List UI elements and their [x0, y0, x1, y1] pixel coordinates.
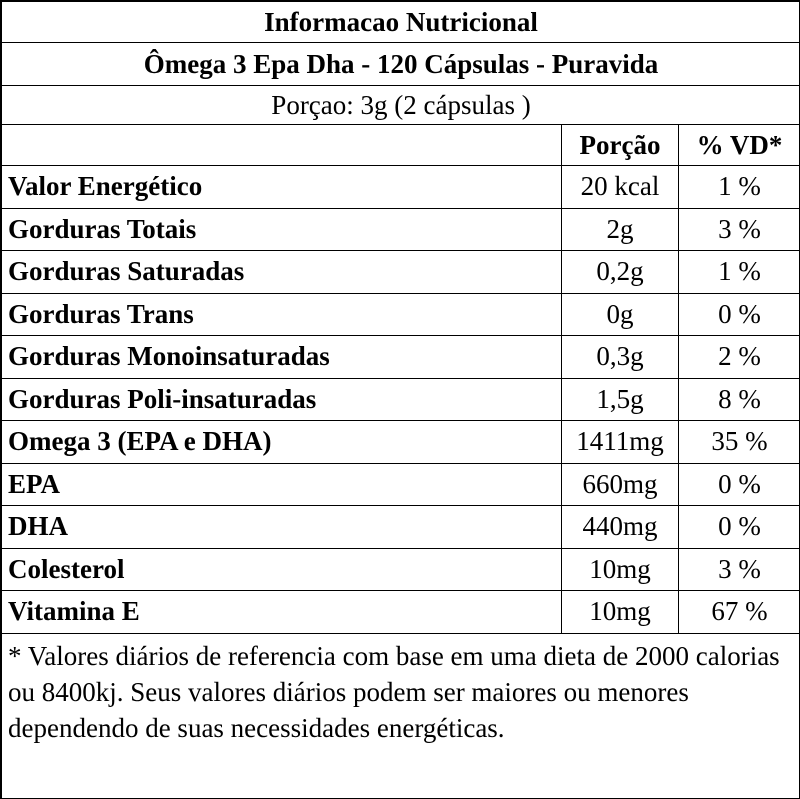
nutrient-portion: 2g	[562, 208, 679, 251]
nutrient-name: Gorduras Poli-insaturadas	[2, 378, 562, 421]
nutrient-name: Gorduras Saturadas	[2, 251, 562, 294]
serving-size: Porçao: 3g (2 cápsulas )	[2, 86, 800, 125]
header-blank	[2, 125, 562, 166]
header-row	[2, 125, 800, 166]
table-row	[2, 463, 800, 506]
nutrient-portion: 10mg	[562, 591, 679, 634]
footnote: * Valores diários de referencia com base em uma dieta de 2000 calorias ou 8400kj. Seus valores diários podem ser maiores ou menores dependendo de suas necessidades energéticas.	[2, 633, 800, 798]
product-name: Ômega 3 Epa Dha - 120 Cápsulas - Puravida	[2, 43, 800, 86]
table-title: Informacao Nutricional	[2, 2, 800, 43]
nutrient-dv: 1 %	[679, 251, 800, 294]
nutrition-table	[1, 1, 800, 799]
nutrient-dv: 3 %	[679, 548, 800, 591]
column-header-dv: % VD*	[679, 125, 800, 166]
nutrient-dv: 35 %	[679, 421, 800, 464]
footnote-row	[2, 633, 800, 798]
nutrient-dv: 0 %	[679, 293, 800, 336]
nutrient-portion: 0,3g	[562, 336, 679, 379]
nutrient-portion: 660mg	[562, 463, 679, 506]
nutrient-dv: 1 %	[679, 166, 800, 209]
column-header-portion: Porção	[562, 125, 679, 166]
table-row	[2, 506, 800, 549]
table-row	[2, 421, 800, 464]
nutrient-dv: 3 %	[679, 208, 800, 251]
nutrient-name: Vitamina E	[2, 591, 562, 634]
table-row	[2, 378, 800, 421]
nutrient-dv: 8 %	[679, 378, 800, 421]
product-row	[2, 43, 800, 86]
nutrient-name: DHA	[2, 506, 562, 549]
table-row	[2, 251, 800, 294]
nutrient-name: Omega 3 (EPA e DHA)	[2, 421, 562, 464]
nutrient-name: Colesterol	[2, 548, 562, 591]
serving-row	[2, 86, 800, 125]
nutrient-name: Gorduras Trans	[2, 293, 562, 336]
nutrient-portion: 0,2g	[562, 251, 679, 294]
table-row	[2, 336, 800, 379]
table-row	[2, 166, 800, 209]
nutrient-dv: 0 %	[679, 506, 800, 549]
nutrient-portion: 440mg	[562, 506, 679, 549]
nutrient-name: EPA	[2, 463, 562, 506]
nutrient-dv: 0 %	[679, 463, 800, 506]
nutrient-portion: 0g	[562, 293, 679, 336]
nutrient-name: Valor Energético	[2, 166, 562, 209]
nutrient-portion: 1411mg	[562, 421, 679, 464]
table-row	[2, 591, 800, 634]
nutrient-dv: 2 %	[679, 336, 800, 379]
nutrient-portion: 20 kcal	[562, 166, 679, 209]
nutrient-portion: 10mg	[562, 548, 679, 591]
table-row	[2, 293, 800, 336]
nutrient-portion: 1,5g	[562, 378, 679, 421]
nutrient-name: Gorduras Monoinsaturadas	[2, 336, 562, 379]
nutrient-name: Gorduras Totais	[2, 208, 562, 251]
nutrient-dv: 67 %	[679, 591, 800, 634]
table-row	[2, 548, 800, 591]
title-row	[2, 2, 800, 43]
table-row	[2, 208, 800, 251]
